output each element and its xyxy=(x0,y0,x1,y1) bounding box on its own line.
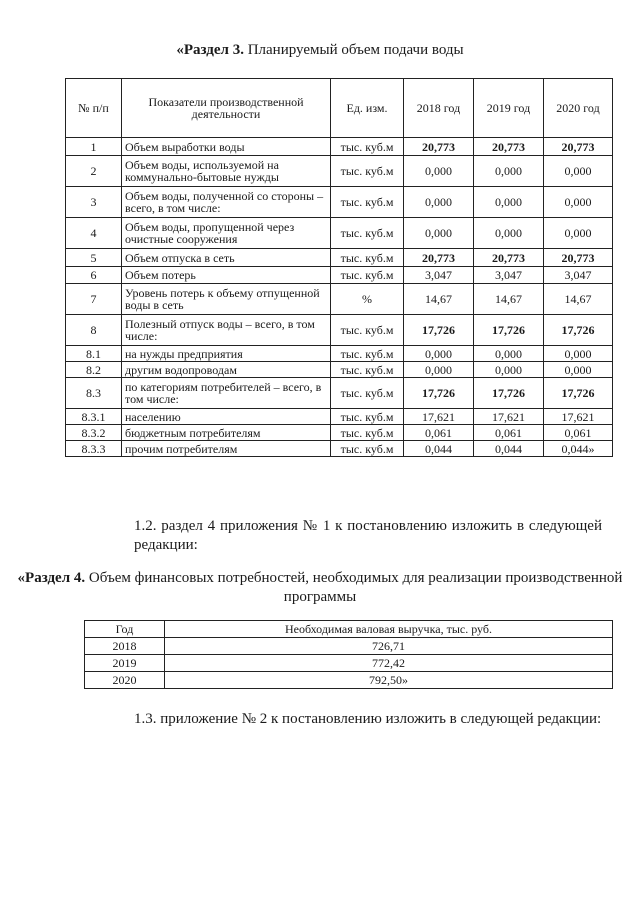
table-row xyxy=(66,156,613,187)
row-value-2020: 3,047 xyxy=(544,267,613,284)
table-row xyxy=(66,409,613,425)
row-name: прочим потребителям xyxy=(122,441,331,457)
section3-title-rest: Планируемый объем подачи воды xyxy=(243,42,464,58)
row-name: Объем выработки воды xyxy=(122,138,331,156)
row-value-2018: 0,044 xyxy=(404,441,474,457)
row-value-2018: 3,047 xyxy=(404,267,474,284)
row-num: 8.2 xyxy=(66,362,122,378)
table-row xyxy=(66,378,613,409)
row-value-2020: 0,044» xyxy=(544,441,613,457)
row-unit: тыс. куб.м xyxy=(331,267,404,284)
row-value-2018: 17,726 xyxy=(404,378,474,409)
table-row xyxy=(66,346,613,362)
row-unit: тыс. куб.м xyxy=(331,156,404,187)
header-num: № п/п xyxy=(66,79,122,138)
row-value-2018: 0,000 xyxy=(404,346,474,362)
row-value-2019: 17,726 xyxy=(474,378,544,409)
header-unit: Ед. изм. xyxy=(331,79,404,138)
row-value-2018: 20,773 xyxy=(404,249,474,267)
row-value-2020: 17,726 xyxy=(544,378,613,409)
row-name: Объем воды, полученной со стороны – всего, в том числе: xyxy=(122,187,331,218)
row-value-2019: 17,621 xyxy=(474,409,544,425)
row-unit: тыс. куб.м xyxy=(331,441,404,457)
row-value-2018: 0,000 xyxy=(404,218,474,249)
table-row xyxy=(66,138,613,156)
row-name: Объем воды, используемой на коммунально-бытовые нужды xyxy=(122,156,331,187)
row-num: 3 xyxy=(66,187,122,218)
row-value-2019: 20,773 xyxy=(474,138,544,156)
section3-table-body xyxy=(66,138,613,457)
row-value-2020: 20,773 xyxy=(544,138,613,156)
row-value-2019: 14,67 xyxy=(474,284,544,315)
row-unit: тыс. куб.м xyxy=(331,378,404,409)
row-num: 4 xyxy=(66,218,122,249)
row-num: 8.3.1 xyxy=(66,409,122,425)
row-name: Полезный отпуск воды – всего, в том числе: xyxy=(122,315,331,346)
section4-header-row xyxy=(85,621,613,638)
row-value-2018: 0,000 xyxy=(404,187,474,218)
row-revenue: 726,71 xyxy=(165,638,613,655)
table-row xyxy=(66,441,613,457)
row-name: Объем потерь xyxy=(122,267,331,284)
row-unit: тыс. куб.м xyxy=(331,362,404,378)
row-num: 5 xyxy=(66,249,122,267)
row-num: 8.3.3 xyxy=(66,441,122,457)
paragraph-1-3-text: 1.3. приложение № 2 к постановлению изложить в следующей редакции: xyxy=(134,711,602,727)
row-unit: тыс. куб.м xyxy=(331,218,404,249)
row-unit: тыс. куб.м xyxy=(331,315,404,346)
row-unit: тыс. куб.м xyxy=(331,409,404,425)
row-name: бюджетным потребителям xyxy=(122,425,331,441)
row-num: 6 xyxy=(66,267,122,284)
row-num: 8.3 xyxy=(66,378,122,409)
section4-title xyxy=(0,569,640,607)
header-2020: 2020 год xyxy=(544,79,613,138)
row-unit: тыс. куб.м xyxy=(331,346,404,362)
row-value-2018: 20,773 xyxy=(404,138,474,156)
row-value-2020: 0,000 xyxy=(544,362,613,378)
row-revenue: 772,42 xyxy=(165,655,613,672)
row-value-2018: 14,67 xyxy=(404,284,474,315)
row-value-2018: 0,000 xyxy=(404,362,474,378)
row-value-2020: 0,000 xyxy=(544,187,613,218)
row-value-2019: 0,044 xyxy=(474,441,544,457)
row-unit: % xyxy=(331,284,404,315)
paragraph-1-2-text: 1.2. раздел 4 приложения № 1 к постановлению изложить в следующей редакции: xyxy=(134,518,602,553)
row-value-2018: 0,000 xyxy=(404,156,474,187)
table-row xyxy=(85,655,613,672)
row-unit: тыс. куб.м xyxy=(331,249,404,267)
row-num: 8.1 xyxy=(66,346,122,362)
row-name: Объем воды, пропущенной через очистные сооружения xyxy=(122,218,331,249)
table-row xyxy=(66,284,613,315)
row-name: Уровень потерь к объему отпущенной воды в сеть xyxy=(122,284,331,315)
table-row xyxy=(66,267,613,284)
table-row xyxy=(66,218,613,249)
row-num: 2 xyxy=(66,156,122,187)
header-year: Год xyxy=(85,621,165,638)
section3-header-row xyxy=(66,79,613,138)
table-row xyxy=(66,362,613,378)
row-value-2020: 20,773 xyxy=(544,249,613,267)
row-num: 1 xyxy=(66,138,122,156)
table-row xyxy=(66,187,613,218)
section3-table xyxy=(65,78,613,457)
section4-table-body xyxy=(85,638,613,689)
row-year: 2019 xyxy=(85,655,165,672)
paragraph-1-3 xyxy=(102,710,602,729)
row-unit: тыс. куб.м xyxy=(331,425,404,441)
row-value-2019: 0,000 xyxy=(474,362,544,378)
row-name: по категориям потребителей – всего, в том числе: xyxy=(122,378,331,409)
row-value-2019: 0,000 xyxy=(474,346,544,362)
row-num: 7 xyxy=(66,284,122,315)
row-value-2020: 17,726 xyxy=(544,315,613,346)
section4-title-bold: «Раздел 4. xyxy=(17,570,86,586)
section4-title-rest: Объем финансовых потребностей, необходимых для реализации производственной программы xyxy=(85,570,623,605)
row-revenue: 792,50» xyxy=(165,672,613,689)
header-2018: 2018 год xyxy=(404,79,474,138)
section4-table xyxy=(84,620,613,689)
row-value-2020: 0,061 xyxy=(544,425,613,441)
section3-title xyxy=(0,42,640,59)
row-value-2018: 17,621 xyxy=(404,409,474,425)
table-row xyxy=(85,672,613,689)
row-value-2019: 17,726 xyxy=(474,315,544,346)
row-year: 2018 xyxy=(85,638,165,655)
row-name: населению xyxy=(122,409,331,425)
row-name: другим водопроводам xyxy=(122,362,331,378)
row-value-2018: 0,061 xyxy=(404,425,474,441)
header-2019: 2019 год xyxy=(474,79,544,138)
row-value-2019: 20,773 xyxy=(474,249,544,267)
row-value-2020: 14,67 xyxy=(544,284,613,315)
row-num: 8 xyxy=(66,315,122,346)
header-name: Показатели производственной деятельности xyxy=(122,79,331,138)
row-value-2020: 17,621 xyxy=(544,409,613,425)
row-value-2020: 0,000 xyxy=(544,346,613,362)
row-value-2019: 0,000 xyxy=(474,156,544,187)
row-value-2019: 0,061 xyxy=(474,425,544,441)
table-row xyxy=(66,315,613,346)
row-name: на нужды предприятия xyxy=(122,346,331,362)
row-unit: тыс. куб.м xyxy=(331,138,404,156)
row-name: Объем отпуска в сеть xyxy=(122,249,331,267)
row-value-2020: 0,000 xyxy=(544,156,613,187)
section3-title-bold: «Раздел 3. xyxy=(176,42,244,58)
row-value-2018: 17,726 xyxy=(404,315,474,346)
header-revenue: Необходимая валовая выручка, тыс. руб. xyxy=(165,621,613,638)
row-num: 8.3.2 xyxy=(66,425,122,441)
table-row xyxy=(85,638,613,655)
row-value-2019: 3,047 xyxy=(474,267,544,284)
row-unit: тыс. куб.м xyxy=(331,187,404,218)
row-year: 2020 xyxy=(85,672,165,689)
row-value-2019: 0,000 xyxy=(474,218,544,249)
paragraph-1-2 xyxy=(102,517,602,555)
row-value-2020: 0,000 xyxy=(544,218,613,249)
table-row xyxy=(66,249,613,267)
row-value-2019: 0,000 xyxy=(474,187,544,218)
table-row xyxy=(66,425,613,441)
